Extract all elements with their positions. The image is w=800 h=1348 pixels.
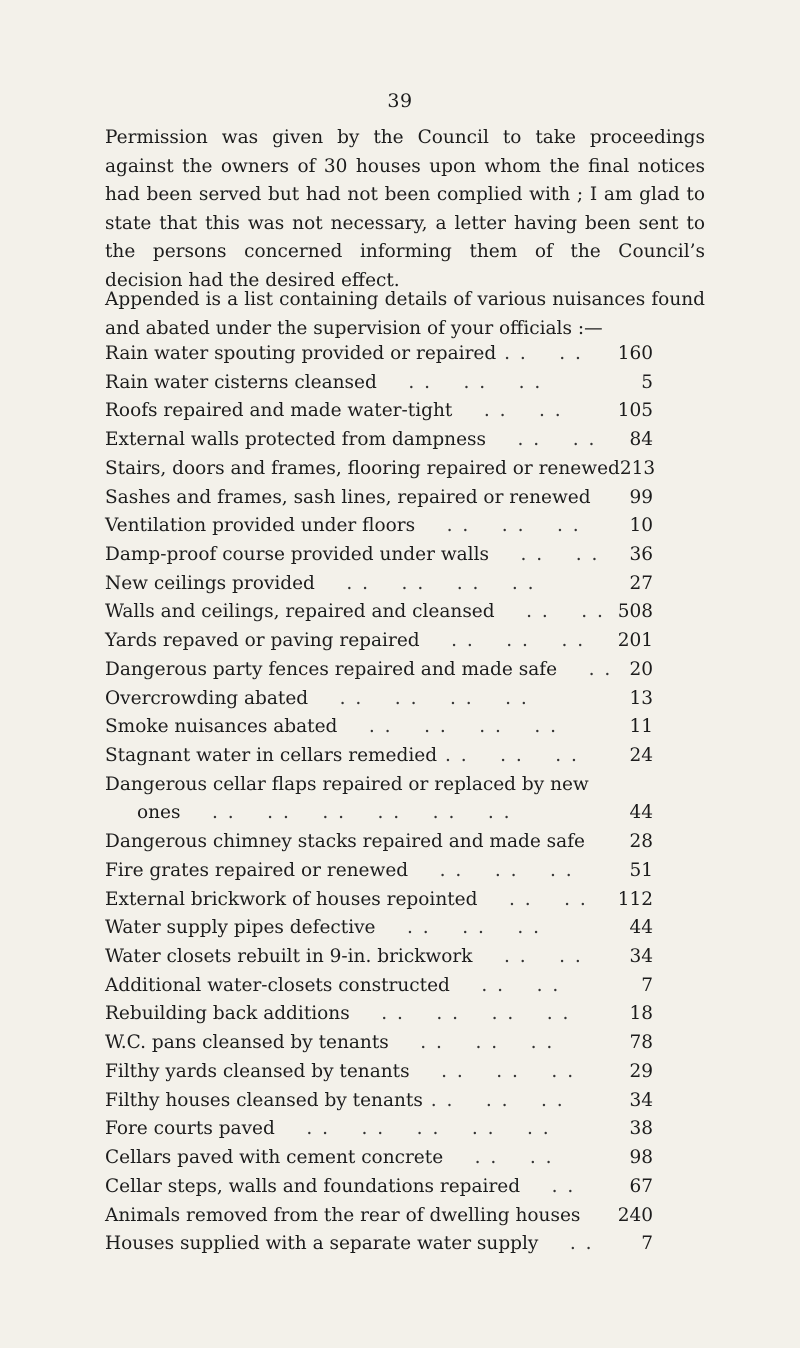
nuisance-count: 36 [629, 544, 653, 566]
nuisance-count: 213 [619, 457, 656, 479]
nuisance-label-continuation: ones [137, 802, 181, 824]
nuisance-label-text: Stairs, doors and frames, flooring repaired or renewed [105, 457, 620, 479]
nuisance-label-text: Roofs repaired and made water-tight [105, 400, 453, 422]
nuisance-label-text: Additional water-closets constructed [105, 974, 450, 996]
list-item [105, 713, 653, 742]
nuisance-count: 44 [629, 802, 653, 824]
nuisance-label [105, 512, 603, 541]
nuisance-label [105, 369, 603, 398]
nuisance-label-text: Dangerous party fences repaired and made safe [105, 658, 558, 680]
list-item [105, 1202, 653, 1231]
dot-leader: . . . . . . [408, 859, 574, 881]
dot-leader: . . . . . . [419, 630, 586, 652]
dot-leader: . . [538, 1233, 594, 1255]
nuisance-label [105, 570, 603, 599]
nuisance-count: 84 [629, 429, 653, 451]
nuisance-label [105, 1087, 603, 1116]
nuisance-label [105, 943, 603, 972]
dot-leader: . . . . [489, 544, 600, 566]
list-item [105, 570, 653, 599]
nuisance-label-text: External brickwork of houses repointed [105, 888, 478, 910]
nuisance-label-text: Walls and ceilings, repaired and cleansed [105, 601, 495, 623]
dot-leader: . . . . [449, 974, 561, 996]
nuisance-count: 38 [629, 1118, 653, 1140]
nuisance-label-text: W.C. pans cleansed by tenants [105, 1032, 389, 1054]
dot-leader: . . . . . . [437, 745, 579, 767]
nuisance-label [105, 972, 603, 1001]
page-number: 39 [387, 90, 413, 112]
nuisance-count: 105 [617, 400, 653, 422]
dot-leader: . . . . [496, 343, 583, 364]
nuisance-label [105, 914, 603, 943]
nuisance-label [105, 685, 603, 714]
nuisance-label [105, 1230, 603, 1259]
nuisance-label [105, 828, 603, 857]
list-item [105, 1115, 653, 1144]
nuisance-count: 11 [629, 716, 653, 738]
dot-leader: . . . . [452, 400, 563, 422]
nuisance-label [105, 713, 603, 742]
nuisance-count: 201 [617, 630, 653, 652]
nuisance-count: 112 [617, 888, 653, 910]
nuisance-count: 7 [641, 974, 653, 996]
nuisance-label-text: Yards repaved or paving repaired [105, 630, 420, 652]
nuisance-count: 34 [629, 946, 653, 968]
dot-leader: . . . . [443, 1147, 554, 1169]
nuisance-label-text: External walls protected from dampness [105, 429, 487, 451]
nuisance-label-text: Rain water spouting provided or repaired [105, 343, 497, 364]
nuisance-count: 10 [629, 515, 653, 537]
nuisance-label-text: Filthy houses cleansed by tenants [105, 1089, 423, 1111]
dot-leader: . . . . [472, 946, 583, 968]
nuisance-label-text: Ventilation provided under floors [105, 515, 416, 537]
nuisance-label [105, 742, 603, 771]
nuisance-label [105, 886, 603, 915]
list-item [105, 627, 653, 656]
nuisance-label [105, 771, 603, 828]
dot-leader: . . . . [494, 601, 605, 623]
nuisance-count: 508 [617, 601, 653, 623]
list-item [105, 972, 653, 1001]
nuisance-label-text: Damp-proof course provided under walls [105, 544, 490, 566]
list-item [105, 397, 653, 426]
nuisance-label-text: Smoke nuisances abated [105, 716, 338, 738]
nuisance-label-text: Fire grates repaired or renewed [105, 859, 409, 881]
list-item [105, 828, 653, 857]
list-item [105, 656, 653, 685]
nuisance-label-text: Animals removed from the rear of dwelling houses [105, 1204, 581, 1226]
nuisance-label [105, 1173, 603, 1202]
dot-leader: . . . . [486, 429, 597, 451]
nuisance-count: 13 [629, 687, 653, 709]
nuisance-label-text: Cellars paved with cement concrete [105, 1147, 444, 1169]
nuisance-label-text: Fore courts paved [105, 1118, 275, 1140]
nuisance-label-text: New ceilings provided [105, 572, 315, 594]
dot-leader: . . . . . . . . [349, 1003, 571, 1025]
list-item [105, 340, 653, 369]
nuisance-count: 20 [629, 658, 653, 680]
list-item [105, 1058, 653, 1087]
dot-leader: . . . . . . [376, 371, 543, 393]
list-item [105, 369, 653, 398]
dot-leader: . . [520, 1175, 576, 1197]
nuisance-label-text: Water closets rebuilt in 9-in. brickwork [105, 946, 473, 968]
nuisance-label-text: Rebuilding back additions [105, 1003, 350, 1025]
nuisance-label [105, 340, 603, 369]
nuisance-label [105, 397, 603, 426]
nuisance-label [105, 1000, 603, 1029]
list-item [105, 455, 656, 484]
nuisance-count: 44 [629, 917, 653, 939]
nuisance-label [105, 1115, 603, 1144]
dot-leader: . . . . . . . . . . [274, 1118, 551, 1140]
nuisance-count: 24 [629, 745, 653, 767]
nuisance-count: 29 [629, 1060, 653, 1082]
nuisance-label [105, 656, 612, 685]
nuisance-label [105, 484, 603, 513]
paragraph-appended: Appended is a list containing details of various nuisances found and abated under the supervision of your officials :— [105, 289, 705, 339]
list-item [105, 1000, 653, 1029]
dot-leader: . . . . . . [422, 1089, 565, 1111]
list-item [105, 1230, 653, 1259]
list-item [105, 1173, 653, 1202]
dot-leader: . . . . . . [409, 1060, 576, 1082]
nuisance-label-text: Stagnant water in cellars remedied [105, 745, 438, 767]
nuisance-count: 78 [629, 1032, 653, 1054]
list-item [105, 1087, 653, 1116]
list-item [105, 512, 653, 541]
dot-leader: . . [557, 658, 613, 680]
dot-leader: . . . . . . [415, 515, 581, 537]
nuisance-count: 160 [617, 343, 653, 364]
dot-leader: . . . . . . . . [337, 716, 559, 738]
nuisance-count: 240 [617, 1204, 653, 1226]
list-item [105, 598, 653, 627]
list-item [105, 742, 653, 771]
nuisance-label-text: Dangerous chimney stacks repaired and made safe [105, 831, 585, 853]
nuisance-label-text: Houses supplied with a separate water supply [105, 1233, 539, 1255]
nuisance-label [105, 627, 603, 656]
nuisance-label-text: Filthy yards cleansed by tenants [105, 1060, 410, 1082]
nuisance-count: 7 [641, 1233, 653, 1255]
nuisance-count: 5 [641, 371, 653, 393]
nuisance-label [105, 1058, 603, 1087]
nuisance-count: 67 [629, 1175, 653, 1197]
list-item [105, 1144, 653, 1173]
list-item [105, 886, 653, 915]
nuisance-count: 28 [629, 831, 653, 853]
list-item [105, 857, 653, 886]
nuisance-label-text: Rain water cisterns cleansed [105, 371, 377, 393]
dot-leader: . . . . . . [375, 917, 542, 939]
dot-leader: . . . . [477, 888, 588, 910]
dot-leader: . . . . . . . . [308, 687, 529, 709]
nuisance-label-text: Cellar steps, walls and foundations repaired [105, 1175, 521, 1197]
nuisance-list [105, 340, 656, 1259]
nuisance-label [105, 1202, 603, 1231]
paragraph-proceedings: Permission was given by the Council to take proceedings against the owners of 30 houses upon whom the final notices had been served but had not been complied with ; I am glad to state that this was not necessary, a letter having been sent to the persons concerned informing them of the Council’s decision had the desired effect. [105, 127, 705, 291]
list-item [105, 484, 653, 513]
nuisance-label [105, 1029, 603, 1058]
list-item [105, 426, 653, 455]
nuisance-label [105, 541, 603, 570]
nuisance-label [105, 857, 603, 886]
list-item [105, 943, 653, 972]
nuisance-label-text: Sashes and frames, sash lines, repaired or renewed [105, 486, 591, 508]
list-item [105, 541, 653, 570]
nuisance-label [105, 426, 603, 455]
nuisance-label [105, 455, 620, 484]
nuisance-label [105, 1144, 603, 1173]
list-item [105, 771, 653, 828]
nuisance-count: 99 [629, 486, 653, 508]
nuisance-label-text: Overcrowding abated [105, 687, 309, 709]
nuisance-label-text: Dangerous cellar flaps repaired or replaced by new [105, 773, 589, 795]
nuisance-count: 18 [629, 1003, 653, 1025]
dot-leader: . . . . . . . . . . . . [180, 802, 512, 824]
list-item [105, 685, 653, 714]
list-item [105, 1029, 653, 1058]
list-item [105, 914, 653, 943]
nuisance-label [105, 598, 605, 627]
dot-leader: . . . . . . [388, 1032, 555, 1054]
nuisance-count: 27 [629, 572, 653, 594]
nuisance-count: 51 [629, 859, 653, 881]
dot-leader: . . . . . . . . [314, 572, 536, 594]
nuisance-count: 98 [629, 1147, 653, 1169]
nuisance-count: 34 [629, 1089, 653, 1111]
nuisance-label-text: Water supply pipes defective [105, 917, 376, 939]
